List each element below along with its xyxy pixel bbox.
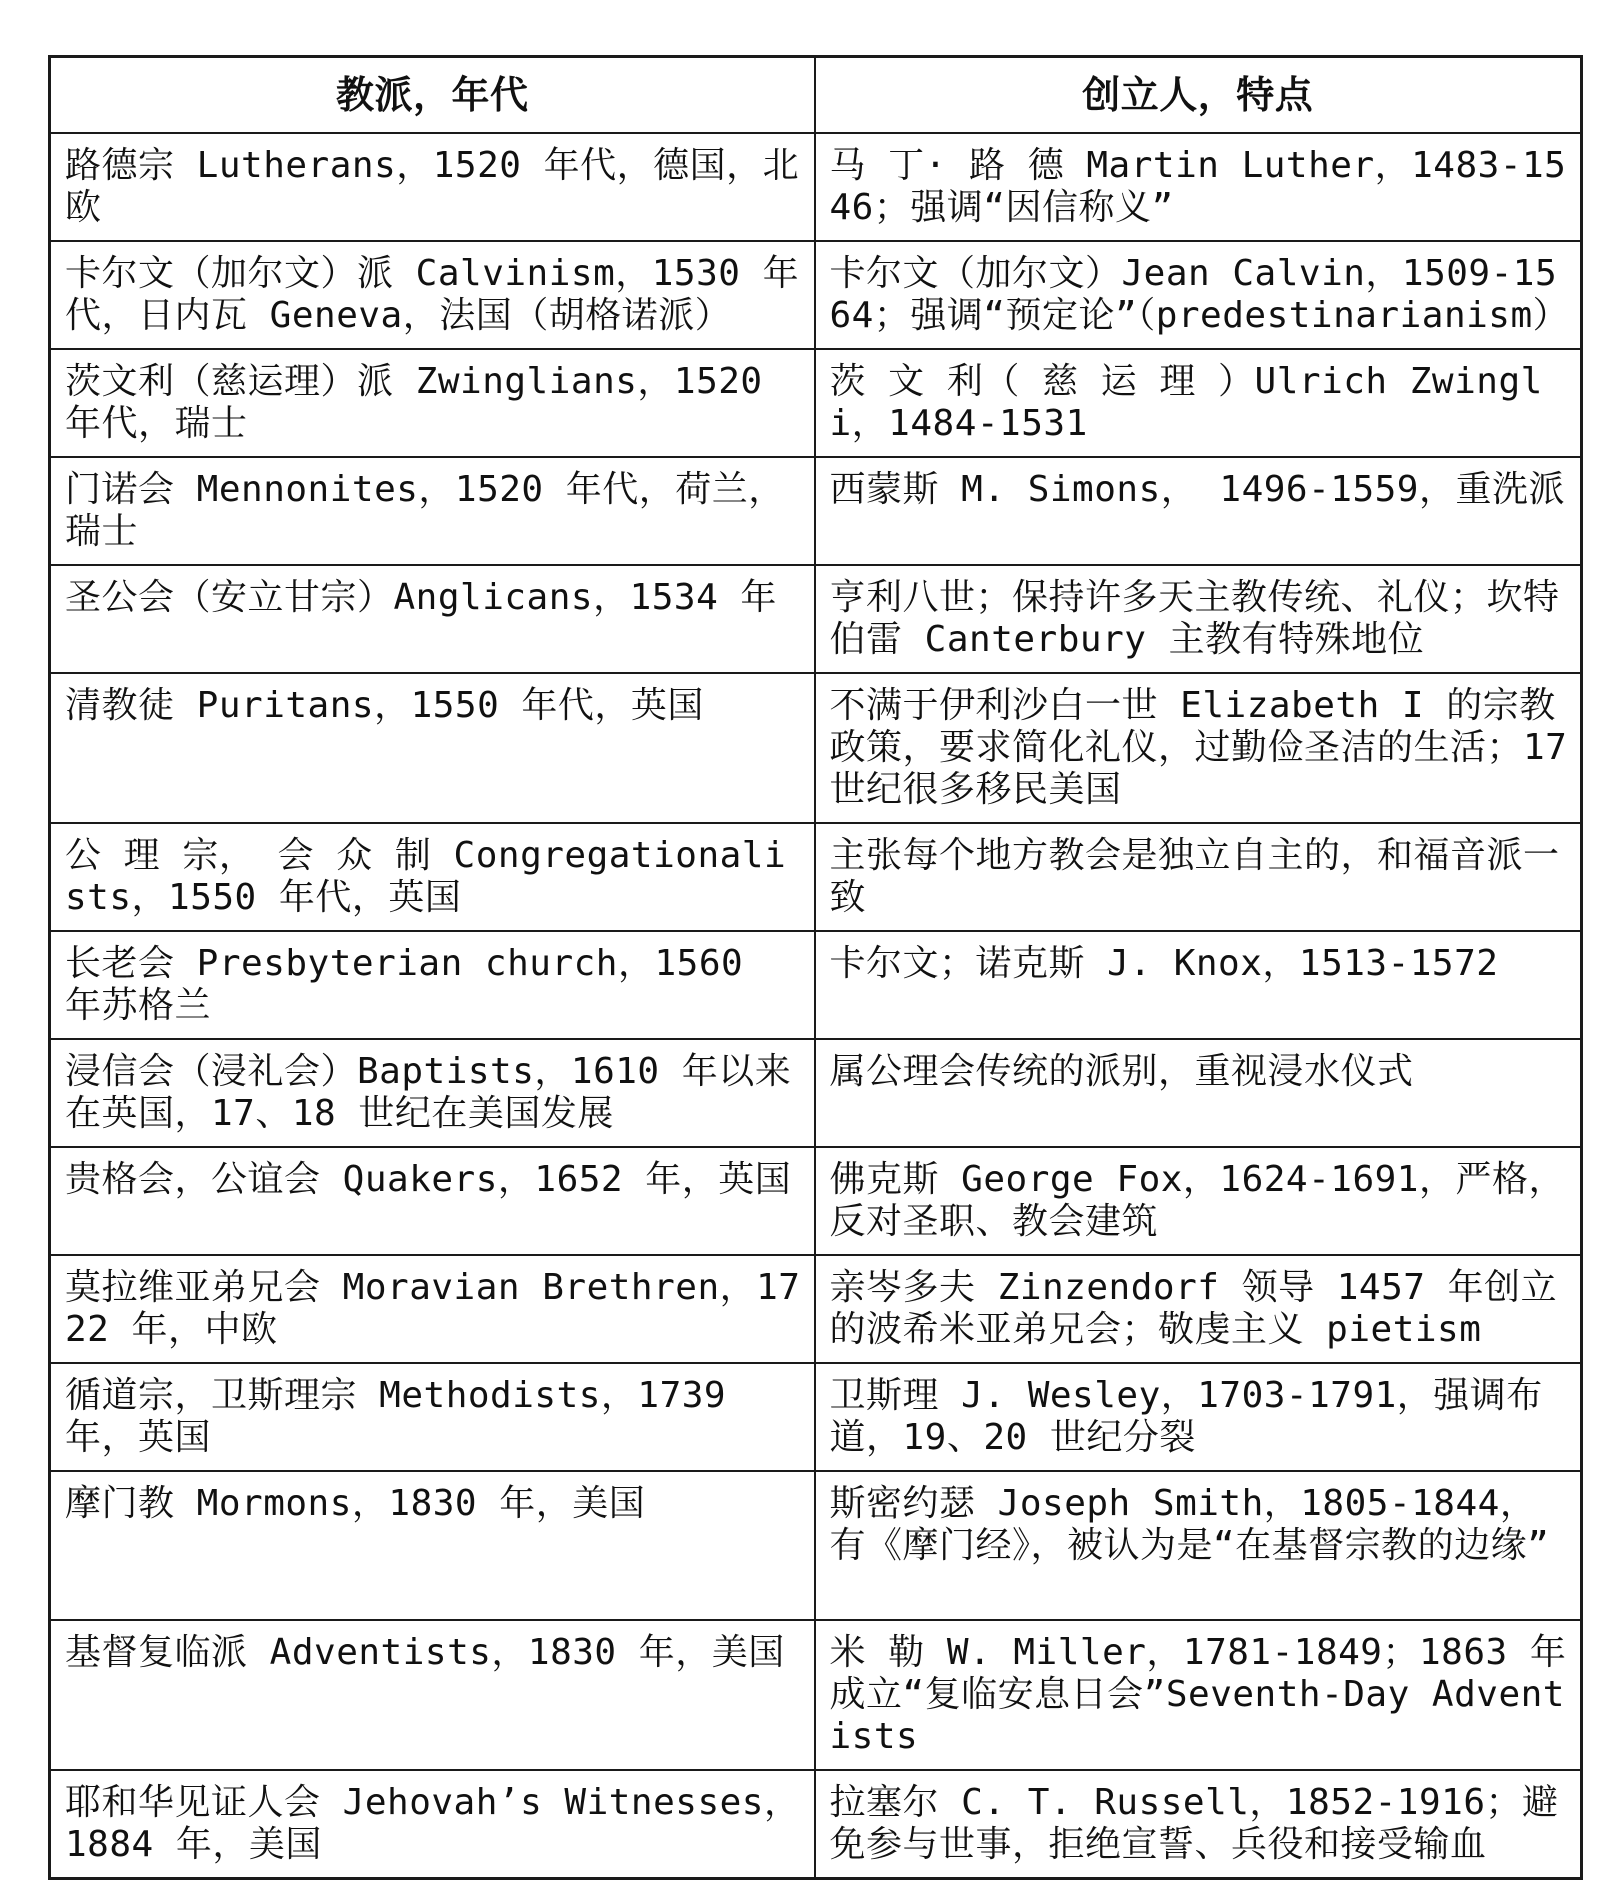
cell-denomination: 圣公会（安立甘宗）Anglicans，1534 年 — [50, 565, 815, 673]
cell-denomination: 莫拉维亚弟兄会 Moravian Brethren，1722 年，中欧 — [50, 1255, 815, 1363]
cell-denomination: 路德宗 Lutherans，1520 年代，德国，北欧 — [50, 133, 815, 241]
table-row — [50, 1255, 1582, 1363]
table-row — [50, 133, 1582, 241]
table-row — [50, 1039, 1582, 1147]
cell-founder: 米 勒 W. Miller，1781-1849；1863 年成立“复临安息日会”Seventh-Day Adventists — [815, 1620, 1582, 1770]
cell-denomination: 长老会 Presbyterian church，1560 年苏格兰 — [50, 931, 815, 1039]
cell-founder: 西蒙斯 M. Simons， 1496-1559，重洗派 — [815, 457, 1582, 565]
cell-founder: 马 丁· 路 德 Martin Luther，1483-1546；强调“因信称义” — [815, 133, 1582, 241]
table-row — [50, 1471, 1582, 1620]
table-row — [50, 349, 1582, 457]
cell-denomination: 基督复临派 Adventists，1830 年，美国 — [50, 1620, 815, 1770]
cell-founder: 斯密约瑟 Joseph Smith，1805-1844，有《摩门经》，被认为是“在基督宗教的边缘” — [815, 1471, 1582, 1620]
table-row — [50, 1770, 1582, 1879]
cell-founder: 拉塞尔 C. T. Russell，1852-1916；避免参与世事，拒绝宣誓、兵役和接受输血 — [815, 1770, 1582, 1879]
cell-founder: 亨利八世；保持许多天主教传统、礼仪；坎特伯雷 Canterbury 主教有特殊地位 — [815, 565, 1582, 673]
denominations-table — [48, 55, 1583, 1880]
cell-denomination: 门诺会 Mennonites，1520 年代，荷兰，瑞士 — [50, 457, 815, 565]
header-founder-features: 创立人，特点 — [815, 57, 1582, 134]
cell-denomination: 贵格会，公谊会 Quakers，1652 年，英国 — [50, 1147, 815, 1255]
cell-founder: 主张每个地方教会是独立自主的，和福音派一致 — [815, 823, 1582, 931]
cell-founder: 不满于伊利沙白一世 Elizabeth I 的宗教政策，要求简化礼仪，过勤俭圣洁的生活；17 世纪很多移民美国 — [815, 673, 1582, 823]
header-row — [50, 57, 1582, 134]
table-row — [50, 1620, 1582, 1770]
cell-denomination: 茨文利（慈运理）派 Zwinglians，1520 年代，瑞士 — [50, 349, 815, 457]
table-row — [50, 1363, 1582, 1471]
cell-founder: 卫斯理 J. Wesley，1703-1791，强调布道，19、20 世纪分裂 — [815, 1363, 1582, 1471]
cell-denomination: 卡尔文（加尔文）派 Calvinism，1530 年代，日内瓦 Geneva，法国（胡格诺派） — [50, 241, 815, 349]
cell-denomination: 清教徒 Puritans，1550 年代，英国 — [50, 673, 815, 823]
cell-founder: 卡尔文；诺克斯 J. Knox，1513-1572 — [815, 931, 1582, 1039]
cell-denomination: 浸信会（浸礼会）Baptists，1610 年以来在英国，17、18 世纪在美国发展 — [50, 1039, 815, 1147]
cell-denomination: 摩门教 Mormons，1830 年，美国 — [50, 1471, 815, 1620]
cell-denomination: 耶和华见证人会 Jehovah’s Witnesses，1884 年，美国 — [50, 1770, 815, 1879]
cell-founder: 佛克斯 George Fox，1624-1691，严格，反对圣职、教会建筑 — [815, 1147, 1582, 1255]
header-denomination-era: 教派，年代 — [50, 57, 815, 134]
cell-founder: 卡尔文（加尔文）Jean Calvin，1509-1564；强调“预定论”（predestinarianism） — [815, 241, 1582, 349]
table-row — [50, 823, 1582, 931]
cell-founder: 茨 文 利（ 慈 运 理 ）Ulrich Zwingli，1484-1531 — [815, 349, 1582, 457]
table-row — [50, 1147, 1582, 1255]
cell-denomination: 公 理 宗， 会 众 制 Congregationalists，1550 年代，英国 — [50, 823, 815, 931]
table-row — [50, 457, 1582, 565]
cell-founder: 亲岑多夫 Zinzendorf 领导 1457 年创立的波希米亚弟兄会；敬虔主义 pietism — [815, 1255, 1582, 1363]
table-row — [50, 673, 1582, 823]
table-body — [50, 133, 1582, 1879]
table-row — [50, 565, 1582, 673]
table-row — [50, 931, 1582, 1039]
cell-founder: 属公理会传统的派别，重视浸水仪式 — [815, 1039, 1582, 1147]
cell-denomination: 循道宗，卫斯理宗 Methodists，1739 年，英国 — [50, 1363, 815, 1471]
table-row — [50, 241, 1582, 349]
